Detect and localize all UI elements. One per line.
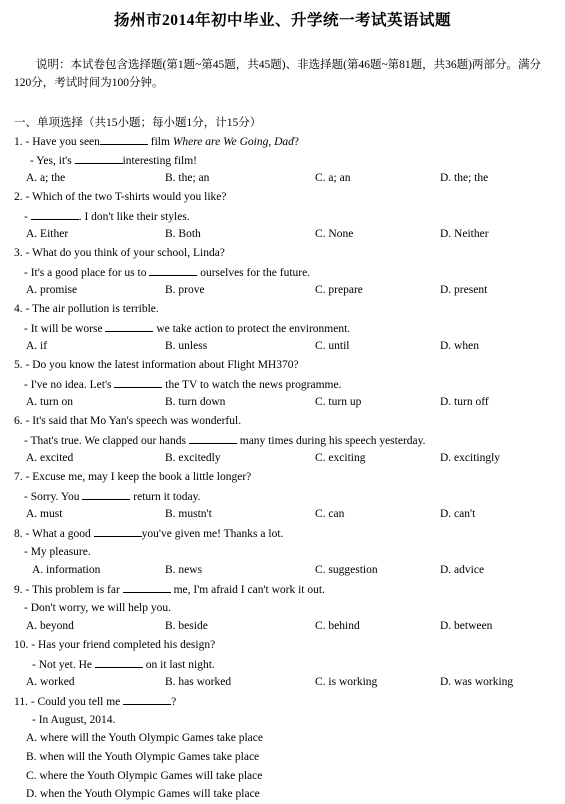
option-c: C. until: [315, 340, 350, 353]
question-stem: 11. - Could you tell me: [14, 696, 121, 708]
option-d: D. the; the: [440, 172, 489, 185]
option-b: B. prove: [165, 284, 205, 297]
question-5: [14, 356, 559, 412]
question-1: [14, 132, 559, 188]
response-cont: ourselves for the future.: [200, 266, 311, 279]
option-a: A. beyond: [26, 620, 74, 633]
response-cont: interesting film!: [122, 154, 197, 167]
response: - In August, 2014.: [32, 713, 116, 726]
question-stem: 5. - Do you know the latest information about Flight MH370?: [14, 359, 299, 371]
answer-blank: [114, 375, 162, 388]
question-8: [14, 524, 559, 580]
option-d: D. turn off: [440, 396, 489, 409]
question-6: [14, 412, 559, 468]
option-b: B. Both: [165, 228, 201, 241]
option-b: B. unless: [165, 340, 208, 353]
answer-blank: [31, 207, 79, 220]
option-b: B. when will the Youth Olympic Games take place: [26, 751, 260, 764]
question-stem: 6. - It's said that Mo Yan's speech was wonderful.: [14, 415, 242, 427]
response: - It will be worse: [24, 322, 103, 335]
options-row: [14, 505, 559, 524]
options-row: [14, 393, 559, 412]
question-stem: 9. - This problem is far: [14, 584, 120, 596]
option-b: B. beside: [165, 620, 208, 633]
answer-blank: [149, 263, 197, 276]
instructions: 说明：本试卷包含选择题(第1题~第45题，共45题)、非选择题(第46题~第81题，共36题)两部分。满分120分，考试时间为100分钟。: [14, 59, 542, 89]
option-c: C. exciting: [315, 452, 366, 465]
option-d: D. was working: [440, 676, 514, 689]
response: -: [24, 210, 28, 223]
option-a: A. Either: [26, 228, 69, 241]
question-stem: 8. - What a good: [14, 528, 91, 540]
option-c: C. can: [315, 508, 345, 521]
option-a: A. a; the: [26, 172, 66, 185]
option-d: D. between: [440, 620, 493, 633]
question-4: [14, 300, 559, 356]
option-c: C. turn up: [315, 396, 362, 409]
answer-blank: [95, 655, 143, 668]
answer-blank: [82, 487, 130, 500]
options-row: [14, 281, 559, 300]
option-c: C. None: [315, 228, 354, 241]
option-d: D. advice: [440, 564, 485, 577]
options-row: [14, 225, 559, 244]
question-9: [14, 580, 559, 636]
option-b: B. excitedly: [165, 452, 221, 465]
response-cont: on it last night.: [145, 658, 215, 671]
option-d: D. excitingly: [440, 452, 501, 465]
options-row: [14, 449, 559, 468]
answer-blank: [100, 132, 148, 145]
question-stem: 4. - The air pollution is terrible.: [14, 303, 159, 315]
option-d: D. can't: [440, 508, 476, 521]
question-stem: 10. - Has your friend completed his design?: [14, 639, 216, 651]
response: - It's a good place for us to: [24, 266, 147, 279]
response: - My pleasure.: [24, 545, 91, 558]
options-row: [14, 169, 559, 188]
option-a: A. where will the Youth Olympic Games take place: [26, 732, 263, 745]
option-b: B. has worked: [165, 676, 232, 689]
response: - Yes, it's: [30, 154, 72, 167]
response-cont: many times during his speech yesterday.: [239, 434, 426, 447]
option-c: C. a; an: [315, 172, 351, 185]
option-a: A. information: [32, 564, 101, 577]
section-heading: 一、单项选择（共15小题；每小题1分，计15分）: [14, 117, 262, 129]
option-a: A. must: [26, 508, 63, 521]
response: - Not yet. He: [32, 658, 93, 671]
film-title: Where are We Going, Dad: [172, 136, 294, 148]
option-b: B. turn down: [165, 396, 226, 409]
option-a: A. if: [26, 340, 48, 353]
option-a: A. excited: [26, 452, 74, 465]
answer-blank: [94, 524, 142, 537]
options-row: [14, 617, 559, 636]
question-3: [14, 244, 559, 300]
options-row: [14, 337, 559, 356]
option-b: B. the; an: [165, 172, 210, 185]
response-cont: . I don't like their styles.: [78, 210, 190, 223]
answer-blank: [123, 580, 171, 593]
response: - I've no idea. Let's: [24, 378, 112, 391]
question-mark: ?: [293, 136, 299, 148]
answer-blank: [123, 692, 171, 705]
page-title: 扬州市2014年初中毕业、升学统一考试英语试题: [113, 12, 451, 29]
question-mark: ?: [171, 696, 177, 708]
response-cont: we take action to protect the environment.: [156, 322, 351, 335]
option-c: C. is working: [315, 676, 378, 689]
question-7: [14, 468, 559, 524]
question-2: [14, 188, 559, 244]
option-a: A. worked: [26, 676, 75, 689]
options-row: [14, 673, 559, 692]
answer-blank: [75, 151, 123, 164]
question-stem-cont: you've given me! Thanks a lot.: [141, 528, 284, 540]
options-row: [14, 561, 559, 580]
question-11: [14, 692, 559, 804]
question-stem: 1. - Have you seen: [14, 136, 100, 148]
option-b: B. news: [165, 564, 203, 577]
question-stem: 7. - Excuse me, may I keep the book a little longer?: [14, 471, 252, 483]
response-cont: return it today.: [133, 490, 201, 503]
option-c: C. suggestion: [315, 564, 378, 577]
question-stem: 2. - Which of the two T-shirts would you like?: [14, 191, 227, 203]
question-10: [14, 636, 559, 692]
response: - Don't worry, we will help you.: [24, 601, 171, 614]
option-c: C. where the Youth Olympic Games will take place: [26, 769, 263, 782]
option-c: C. behind: [315, 620, 360, 633]
response: - Sorry. You: [24, 490, 80, 503]
response: - That's true. We clapped our hands: [24, 434, 186, 447]
option-d: D. when: [440, 340, 479, 353]
answer-blank: [105, 319, 153, 332]
option-d: D. Neither: [440, 228, 489, 241]
question-stem: 3. - What do you think of your school, Linda?: [14, 247, 225, 259]
question-stem-cont: film: [150, 136, 170, 148]
option-a: A. promise: [26, 284, 78, 297]
option-d: D. present: [440, 284, 488, 297]
option-b: B. mustn't: [165, 508, 212, 521]
option-a: A. turn on: [26, 396, 73, 409]
question-stem-cont: me, I'm afraid I can't work it out.: [173, 584, 325, 596]
answer-blank: [189, 431, 237, 444]
option-c: C. prepare: [315, 284, 363, 297]
response-cont: the TV to watch the news programme.: [165, 378, 342, 391]
option-d: D. when the Youth Olympic Games will take place: [26, 788, 260, 801]
